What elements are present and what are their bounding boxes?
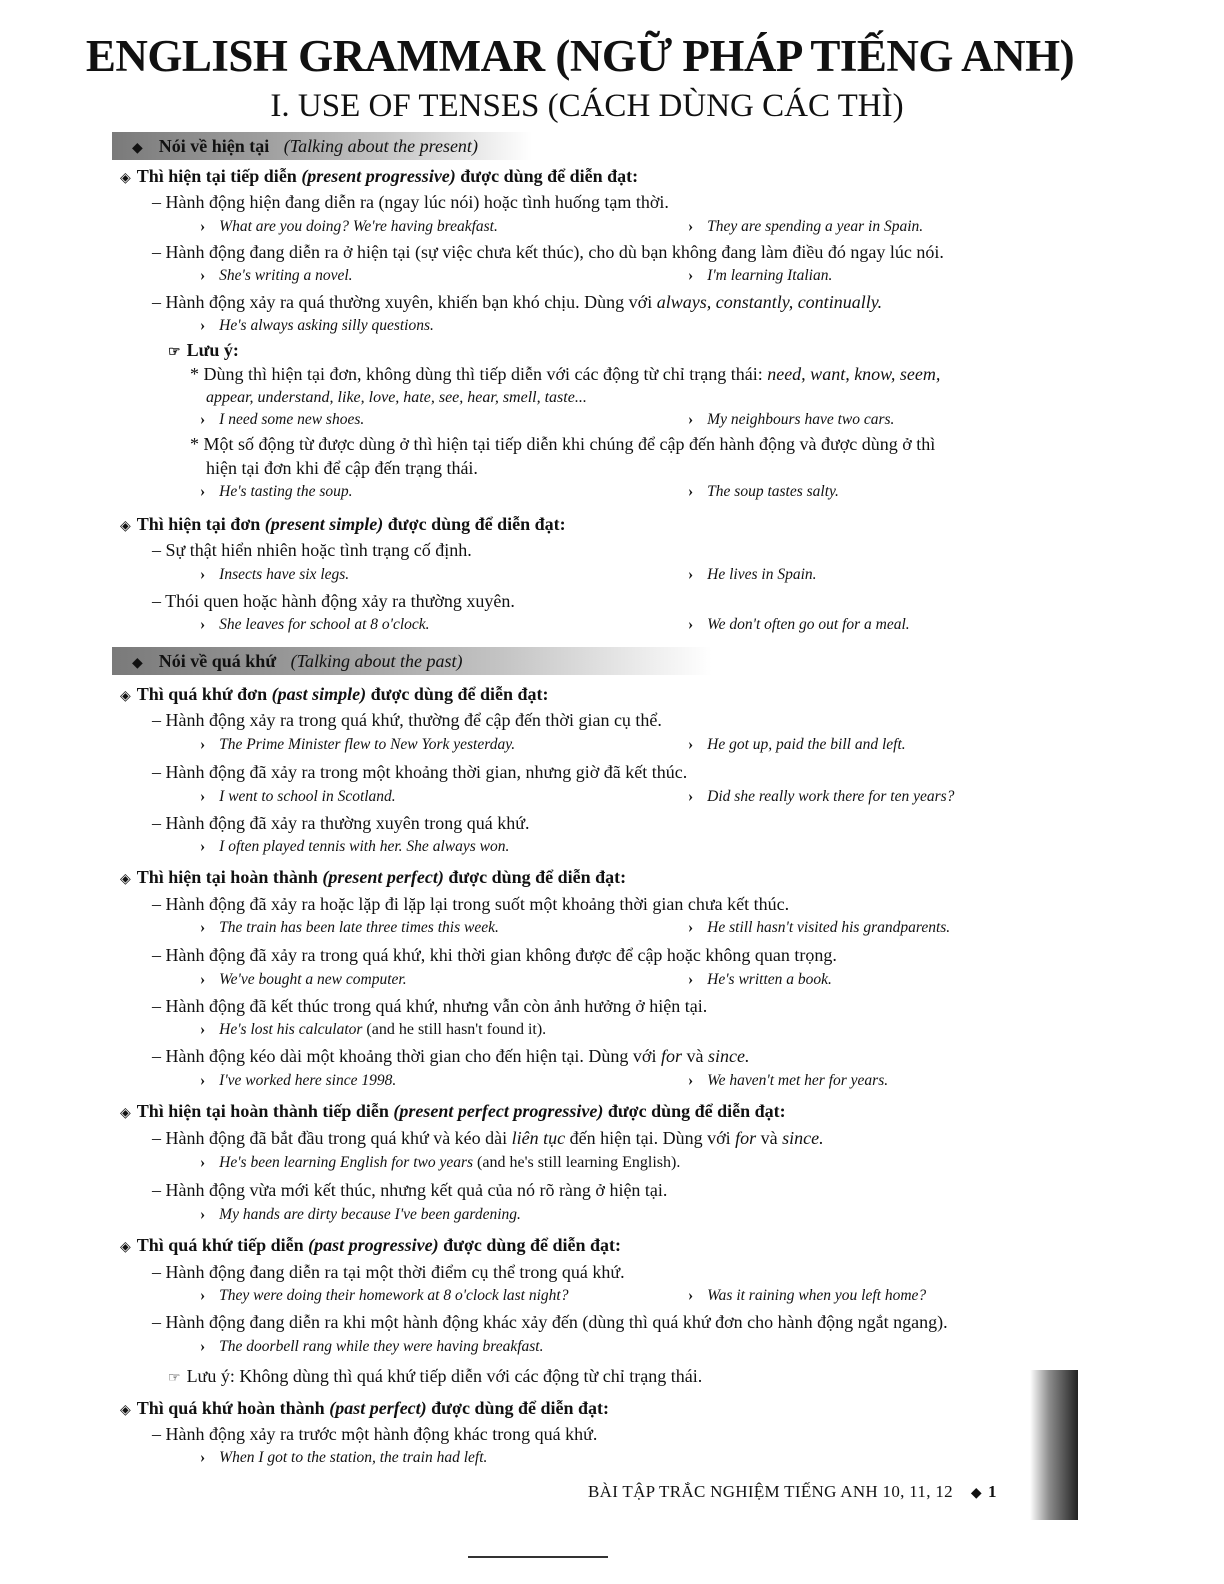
example-item: › I often played tennis with her. She always won.: [200, 838, 510, 855]
usage-item: – Hành động đang diễn ra tại một thời điểm cụ thể trong quá khứ.: [152, 1262, 625, 1282]
example-item: › He's tasting the soup.: [200, 483, 353, 500]
arrow-bullet-icon: ›: [200, 919, 206, 936]
example-item: › He's been learning English for two years (and he's still learning English).: [200, 1154, 681, 1171]
usage-item: – Hành động kéo dài một khoảng thời gian cho đến hiện tại. Dùng với for và since.: [152, 1046, 750, 1066]
page-footer: [588, 1482, 997, 1502]
example-item: › He's lost his calculator (and he still hasn't found it).: [200, 1021, 547, 1038]
arrow-bullet-icon: ›: [200, 1072, 206, 1089]
diamond-bullet-icon: ◆: [132, 141, 143, 156]
diamond-bullet-icon: ◈: [120, 689, 131, 704]
usage-item: – Hành động đang diễn ra ở hiện tại (sự việc chưa kết thúc), cho dù bạn không đang làm điều đó ngay lúc nói.: [152, 242, 944, 262]
arrow-bullet-icon: ›: [200, 838, 206, 855]
example-item: › They are spending a year in Spain.: [688, 218, 924, 235]
diamond-bullet-icon: ◈: [120, 1106, 131, 1121]
arrow-bullet-icon: ›: [200, 566, 206, 583]
note-item-continued: hiện tại đơn khi để cập đến trạng thái.: [206, 458, 478, 478]
arrow-bullet-icon: ›: [688, 218, 694, 235]
arrow-bullet-icon: ›: [200, 736, 206, 753]
tense-heading-past-simple: ◈ Thì quá khứ đơn (past simple) được dùng để diễn đạt:: [120, 684, 549, 704]
arrow-bullet-icon: ›: [200, 483, 206, 500]
hand-pointer-icon: ☞: [168, 1371, 181, 1386]
arrow-bullet-icon: ›: [688, 1287, 694, 1304]
usage-item: – Hành động đã xảy ra hoặc lặp đi lặp lại trong suốt một khoảng thời gian chưa kết thúc.: [152, 894, 790, 914]
tense-heading-past-perfect: ◈ Thì quá khứ hoàn thành (past perfect) được dùng để diễn đạt:: [120, 1398, 609, 1418]
note-item-continued: appear, understand, like, love, hate, see, hear, smell, taste...: [206, 389, 587, 406]
tense-heading-present-progressive: ◈ Thì hiện tại tiếp diễn (present progressive) được dùng để diễn đạt:: [120, 166, 639, 186]
arrow-bullet-icon: ›: [200, 1021, 206, 1038]
section-title-en: (Talking about the past): [290, 651, 463, 671]
arrow-bullet-icon: ›: [688, 736, 694, 753]
usage-item: – Hành động đã xảy ra trong một khoảng thời gian, nhưng giờ đã kết thúc.: [152, 762, 688, 782]
diamond-bullet-icon: ◆: [970, 1486, 982, 1501]
usage-item: – Hành động xảy ra quá thường xuyên, khiến bạn khó chịu. Dùng với always, constantly, continually.: [152, 292, 883, 312]
page-number: ◆ 1: [970, 1482, 997, 1501]
diamond-bullet-icon: ◈: [120, 519, 131, 534]
example-item: › The soup tastes salty.: [688, 483, 839, 500]
note-item: * Một số động từ được dùng ở thì hiện tại tiếp diễn khi chúng để cập đến hành động và được dùng ở thì: [190, 434, 936, 454]
arrow-bullet-icon: ›: [688, 483, 694, 500]
example-item: › The train has been late three times this week.: [200, 919, 499, 936]
arrow-bullet-icon: ›: [200, 971, 206, 988]
usage-item: – Hành động đã xảy ra thường xuyên trong quá khứ.: [152, 813, 530, 833]
example-item: › We haven't met her for years.: [688, 1072, 889, 1089]
usage-item: – Hành động xảy ra trước một hành động khác trong quá khứ.: [152, 1424, 598, 1444]
tense-heading-present-perfect-progressive: ◈ Thì hiện tại hoàn thành tiếp diễn (present perfect progressive) được dùng để diễn đạt:: [120, 1101, 786, 1121]
arrow-bullet-icon: ›: [688, 919, 694, 936]
example-item: › When I got to the station, the train had left.: [200, 1449, 488, 1466]
example-item: › Insects have six legs.: [200, 566, 350, 583]
example-item: › The Prime Minister flew to New York yesterday.: [200, 736, 516, 753]
arrow-bullet-icon: ›: [688, 788, 694, 805]
page-title: ENGLISH GRAMMAR (NGỮ PHÁP TIẾNG ANH): [85, 31, 1075, 81]
arrow-bullet-icon: ›: [200, 616, 206, 633]
example-item: › He's written a book.: [688, 971, 832, 988]
usage-item: – Hành động hiện đang diễn ra (ngay lúc nói) hoặc tình huống tạm thời.: [152, 192, 669, 212]
bottom-rule: [468, 1556, 608, 1558]
arrow-bullet-icon: ›: [200, 317, 206, 334]
section-title-en: (Talking about the present): [283, 136, 478, 156]
example-item: › He lives in Spain.: [688, 566, 817, 583]
arrow-bullet-icon: ›: [200, 1449, 206, 1466]
section-title-vi: Nói về hiện tại: [158, 136, 270, 156]
example-item: › I went to school in Scotland.: [200, 788, 396, 805]
arrow-bullet-icon: ›: [200, 411, 206, 428]
arrow-bullet-icon: ›: [688, 971, 694, 988]
arrow-bullet-icon: ›: [688, 267, 694, 284]
diamond-bullet-icon: ◈: [120, 1403, 131, 1418]
diamond-bullet-icon: ◈: [120, 171, 131, 186]
page-subtitle: I. USE OF TENSES (CÁCH DÙNG CÁC THÌ): [270, 88, 904, 124]
note-item: * Dùng thì hiện tại đơn, không dùng thì tiếp diễn với các động từ chỉ trạng thái: need, want, know, seem,: [190, 364, 941, 384]
usage-item: – Hành động đã bắt đầu trong quá khứ và kéo dài liên tục đến hiện tại. Dùng với for và since.: [152, 1128, 824, 1148]
usage-item: – Hành động đã xảy ra trong quá khứ, khi thời gian không được để cập hoặc không quan trọng.: [152, 945, 837, 965]
example-item: › He's always asking silly questions.: [200, 317, 434, 334]
usage-item: – Thói quen hoặc hành động xảy ra thường xuyên.: [152, 591, 515, 611]
example-item: › She's writing a novel.: [200, 267, 353, 284]
arrow-bullet-icon: ›: [688, 411, 694, 428]
arrow-bullet-icon: ›: [688, 616, 694, 633]
arrow-bullet-icon: ›: [688, 1072, 694, 1089]
arrow-bullet-icon: ›: [200, 1206, 206, 1223]
section-header-past: [112, 647, 712, 675]
tense-heading-present-simple: ◈ Thì hiện tại đơn (present simple) được dùng để diễn đạt:: [120, 514, 566, 534]
example-item: › She leaves for school at 8 o'clock.: [200, 616, 430, 633]
arrow-bullet-icon: ›: [200, 267, 206, 284]
example-item: › I've worked here since 1998.: [200, 1072, 397, 1089]
tense-heading-present-perfect: ◈ Thì hiện tại hoàn thành (present perfect) được dùng để diễn đạt:: [120, 867, 627, 887]
arrow-bullet-icon: ›: [200, 1154, 206, 1171]
example-item: › He still hasn't visited his grandparents.: [688, 919, 951, 936]
usage-item: – Hành động đã kết thúc trong quá khứ, nhưng vẫn còn ảnh hưởng ở hiện tại.: [152, 996, 708, 1016]
example-item: › We've bought a new computer.: [200, 971, 407, 988]
example-item: › He got up, paid the bill and left.: [688, 736, 906, 753]
usage-item: – Hành động vừa mới kết thúc, nhưng kết quả của nó rõ ràng ở hiện tại.: [152, 1180, 668, 1200]
arrow-bullet-icon: ›: [200, 218, 206, 235]
section-header-present: [112, 132, 532, 160]
note-label: ☞ Lưu ý: Không dùng thì quá khứ tiếp diễn với các động từ chỉ trạng thái.: [168, 1366, 703, 1386]
diamond-bullet-icon: ◈: [120, 1240, 131, 1255]
arrow-bullet-icon: ›: [688, 566, 694, 583]
note-label: ☞ Lưu ý:: [168, 340, 239, 360]
example-item: › The doorbell rang while they were having breakfast.: [200, 1338, 544, 1355]
diamond-bullet-icon: ◆: [132, 656, 143, 671]
example-item: › I'm learning Italian.: [688, 267, 833, 284]
example-item: › My neighbours have two cars.: [688, 411, 895, 428]
arrow-bullet-icon: ›: [200, 1287, 206, 1304]
example-item: › They were doing their homework at 8 o'clock last night?: [200, 1287, 569, 1304]
usage-item: – Hành động xảy ra trong quá khứ, thường để cập đến thời gian cụ thể.: [152, 710, 662, 730]
arrow-bullet-icon: ›: [200, 1338, 206, 1355]
tense-heading-past-progressive: ◈ Thì quá khứ tiếp diễn (past progressive) được dùng để diễn đạt:: [120, 1235, 621, 1255]
example-item: › We don't often go out for a meal.: [688, 616, 910, 633]
diamond-bullet-icon: ◈: [120, 872, 131, 887]
example-item: › Did she really work there for ten years?: [688, 788, 955, 805]
example-item: › I need some new shoes.: [200, 411, 365, 428]
section-title-vi: Nói về quá khứ: [158, 651, 277, 671]
page-edge-decoration: [1030, 1370, 1078, 1520]
arrow-bullet-icon: ›: [200, 788, 206, 805]
example-item: › Was it raining when you left home?: [688, 1287, 927, 1304]
example-item: › What are you doing? We're having breakfast.: [200, 218, 498, 235]
usage-item: – Hành động đang diễn ra khi một hành động khác xảy đến (dùng thì quá khứ đơn cho hành động ngắt ngang).: [152, 1312, 948, 1332]
usage-item: – Sự thật hiển nhiên hoặc tình trạng cố định.: [152, 540, 472, 560]
example-item: › My hands are dirty because I've been gardening.: [200, 1206, 521, 1223]
hand-pointer-icon: ☞: [168, 345, 181, 360]
footer-book-title: BÀI TẬP TRẮC NGHIỆM TIẾNG ANH 10, 11, 12: [588, 1482, 953, 1501]
